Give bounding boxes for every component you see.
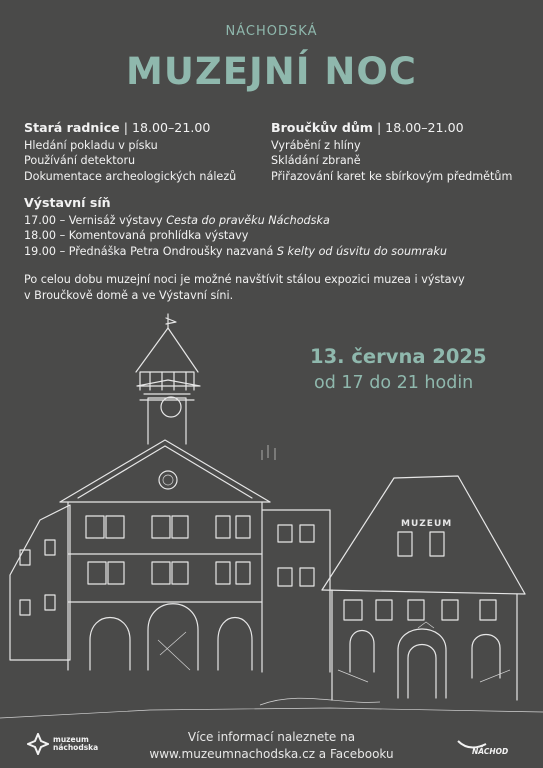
- footer-line: Více informací naleznete na: [187, 730, 356, 744]
- list-item: Přiřazování karet ke sbírkovým předmětům: [271, 169, 513, 183]
- stara-radnice-section: [24, 120, 274, 184]
- list-item: Skládání zbraně: [271, 154, 361, 167]
- info-note: [24, 272, 519, 304]
- stara-radnice-name: Stará radnice: [24, 120, 120, 135]
- list-item: Vyrábění z hlíny: [271, 138, 361, 152]
- list-item: Používání detektoru: [24, 154, 136, 167]
- nachod-logo: [456, 736, 522, 760]
- page-title: MUZEJNÍ NOC: [126, 50, 417, 93]
- list-item: Hledání pokladu v písku: [24, 138, 158, 152]
- brouckuv-dum-name: Broučkův dům: [271, 120, 373, 135]
- program-item: 17.00 – Vernisáž výstavy Cesta do pravěku Náchodska: [24, 213, 330, 227]
- program-item: 18.00 – Komentovaná prohlídka výstavy: [24, 229, 249, 242]
- logo-line: muzeum: [53, 735, 89, 744]
- info-note-line: v Broučkově domě a ve Výstavní síni.: [24, 289, 234, 302]
- exhibition-name: Cesta do pravěku Náchodska: [166, 213, 330, 227]
- event-date: 13. června 2025: [310, 345, 487, 368]
- event-hours: od 17 do 21 hodin: [314, 373, 474, 393]
- program-item: 19.00 – Přednáška Petra Ondroušky nazvaná S kelty od úsvitu do soumraku: [24, 244, 447, 258]
- lecture-name: S kelty od úsvitu do soumraku: [276, 244, 447, 258]
- pre-title: NÁCHODSKÁ: [225, 24, 318, 39]
- stara-radnice-heading: [24, 120, 274, 136]
- footer-website[interactable]: www.muzeumnachodska.cz a Facebooku: [149, 747, 394, 761]
- vystavni-sin-heading: Výstavní síň: [24, 195, 111, 210]
- nachod-logo-text: NÁCHOD: [472, 747, 509, 756]
- stara-radnice-time: | 18.00–21.00: [119, 120, 211, 135]
- town-hall-sketch: [0, 310, 543, 725]
- brouckuv-dum-heading: [271, 120, 531, 136]
- brouckuv-dum-time: | 18.00–21.00: [372, 120, 464, 135]
- list-item: Dokumentace archeologických nálezů: [24, 169, 237, 183]
- museum-sign: MUZEUM: [401, 519, 453, 529]
- info-note-line: Po celou dobu muzejní noci je možné navštívit stálou expozici muzea i výstavy: [24, 273, 465, 286]
- brouckuv-dum-section: [271, 120, 531, 184]
- vystavni-sin-section: [24, 195, 524, 259]
- logo-line: náchodska: [53, 743, 99, 752]
